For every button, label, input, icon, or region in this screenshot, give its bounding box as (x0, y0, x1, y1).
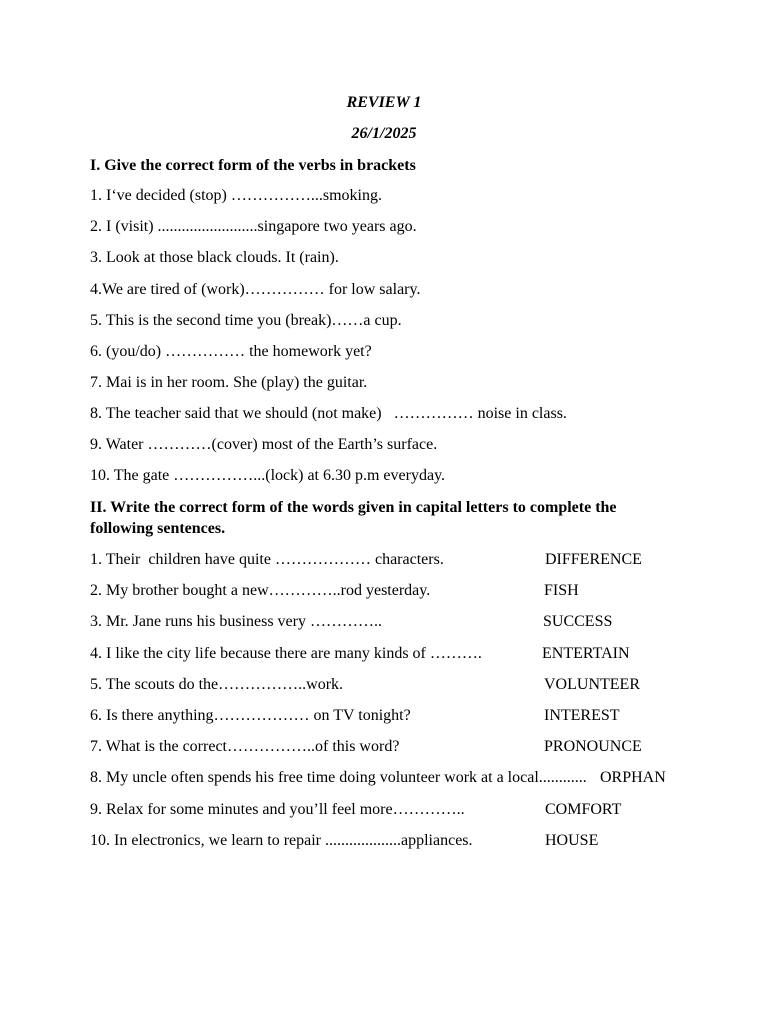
word-form-question: 5. The scouts do the……………..work. (90, 676, 344, 693)
verb-question: 8. The teacher said that we should (not make) …………… noise in class. (90, 405, 567, 422)
section-2-heading: II. Write the correct form of the words given in capital letters to complete the following sentences. (90, 499, 617, 537)
section-1-heading: I. Give the correct form of the verbs in brackets (90, 157, 416, 174)
word-form-question: 3. Mr. Jane runs his business very ………….. (90, 613, 382, 630)
capital-word: FISH (544, 582, 579, 599)
capital-word: INTEREST (544, 707, 620, 724)
verb-question: 6. (you/do) …………… the homework yet? (90, 343, 372, 360)
verb-question: 3. Look at those black clouds. It (rain). (90, 249, 339, 266)
verb-question: 9. Water …………(cover) most of the Earth’s surface. (90, 436, 438, 453)
capital-word: ORPHAN (600, 769, 666, 786)
doc-title: REVIEW 1 (346, 94, 422, 111)
verb-question: 10. The gate ……………...(lock) at 6.30 p.m everyday. (90, 467, 446, 484)
capital-word: HOUSE (545, 832, 599, 849)
verb-question: 1. I‘ve decided (stop) ……………...smoking. (90, 187, 382, 204)
word-form-question: 8. My uncle often spends his free time doing volunteer work at a local............ (90, 769, 587, 786)
doc-date: 26/1/2025 (351, 125, 417, 142)
verb-question: 2. I (visit) .........................singapore two years ago. (90, 218, 417, 235)
verb-question: 5. This is the second time you (break)……a cup. (90, 312, 402, 329)
verb-question: 7. Mai is in her room. She (play) the guitar. (90, 374, 368, 391)
word-form-question: 2. My brother bought a new…………..rod yesterday. (90, 582, 431, 599)
capital-word: PRONOUNCE (544, 738, 642, 755)
capital-word: DIFFERENCE (545, 551, 642, 568)
capital-word: VOLUNTEER (544, 676, 640, 693)
capital-word: COMFORT (545, 801, 622, 818)
verb-question: 4.We are tired of (work)…………… for low salary. (90, 281, 421, 298)
word-form-question: 9. Relax for some minutes and you’ll feel more………….. (90, 801, 465, 818)
word-form-question: 10. In electronics, we learn to repair ...................appliances. (90, 832, 473, 849)
word-form-question: 6. Is there anything……………… on TV tonight? (90, 707, 411, 724)
capital-word: ENTERTAIN (542, 645, 630, 662)
word-form-question: 1. Their children have quite ……………… characters. (90, 551, 444, 568)
word-form-question: 7. What is the correct……………..of this word? (90, 738, 400, 755)
word-form-question: 4. I like the city life because there are many kinds of ………. (90, 645, 482, 662)
capital-word: SUCCESS (543, 613, 613, 630)
